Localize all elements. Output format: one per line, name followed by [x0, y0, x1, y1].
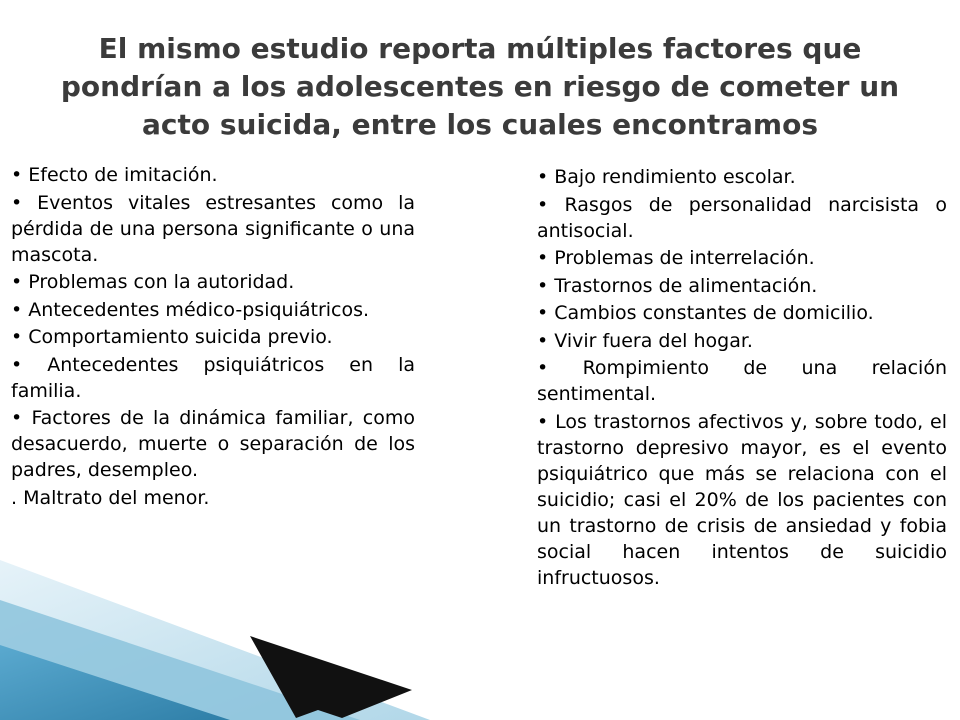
- list-item: • Bajo rendimiento escolar.: [537, 166, 796, 188]
- list-item: • Rompimiento de una relación sentimental.: [537, 357, 947, 405]
- left-factor-list: [11, 162, 415, 512]
- list-item: • Eventos vitales estresantes como la pérdida de una persona significante o una mascota.: [11, 191, 415, 266]
- list-item: • Trastornos de alimentación.: [537, 274, 818, 297]
- list-item: • Cambios constantes de domicilio.: [537, 302, 874, 324]
- right-factor-list: [537, 164, 947, 592]
- list-item: • Comportamiento suicida previo.: [11, 326, 333, 348]
- list-item: • Factores de la dinámica familiar, como desacuerdo, muerte o separación de los padres, desempleo.: [11, 407, 415, 481]
- list-item: • Antecedentes médico-psiquiátricos.: [11, 298, 370, 321]
- list-item: • Efecto de imitación.: [11, 164, 218, 186]
- list-item: • Los trastornos afectivos y, sobre todo, el trastorno depresivo mayor, es el evento psiquiátrico que más se relaciona con el suicidio; casi el 20% de los pacientes con un trastorno de crisis de ansiedad y fobia social hacen intentos de suicidio infructuosos.: [537, 410, 947, 589]
- slide-title: El mismo estudio reporta múltiples factores que pondrían a los adolescentes en riesgo de cometer un acto suicida, entre los cuales encontramos: [60, 32, 900, 141]
- list-item: • Rasgos de personalidad narcisista o antisocial.: [537, 193, 947, 242]
- list-item: • Antecedentes psiquiátricos en la familia.: [11, 353, 415, 402]
- list-item: • Problemas de interrelación.: [537, 247, 815, 269]
- list-item: • Vivir fuera del hogar.: [537, 329, 753, 352]
- list-item: • Problemas con la autoridad.: [11, 271, 295, 293]
- list-item: . Maltrato del menor.: [11, 486, 210, 509]
